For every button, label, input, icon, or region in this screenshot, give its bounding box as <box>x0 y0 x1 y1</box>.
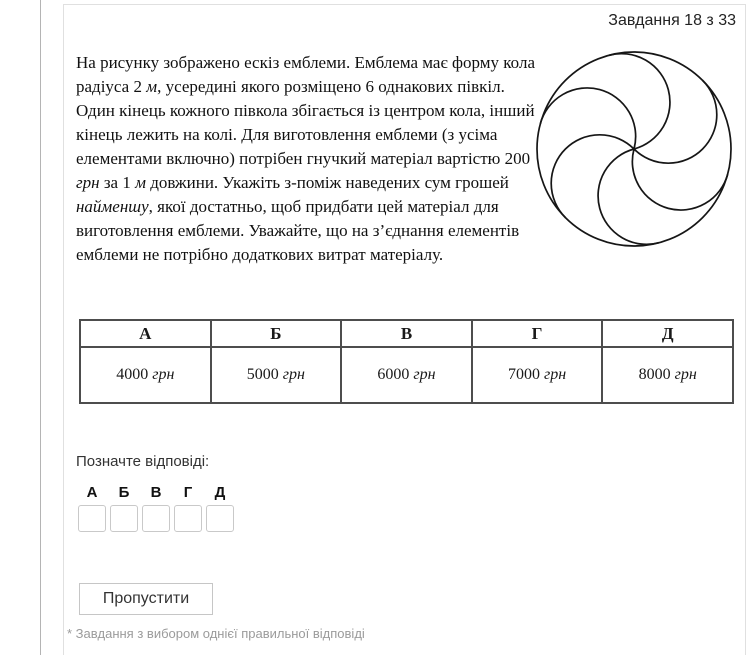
options-value-row <box>80 347 733 403</box>
option-header: В <box>341 320 472 347</box>
question-italic-term: м <box>135 173 146 192</box>
question-text-segment: , усередині якого розміщено 6 однакових півкіл. Один кінець кожного півкола збігається із центром кола, інший кінець лежить на колі. Для виготовлення емблеми (з усіма елементами включно) потрібен гнучкий матеріал вартістю 200 <box>76 77 535 168</box>
question-text-segment: за 1 <box>99 173 136 192</box>
question-italic-term: грн <box>76 173 100 192</box>
option-amount: 6000 <box>377 366 414 383</box>
question-text <box>76 51 538 267</box>
option-unit: грн <box>152 366 175 383</box>
option-value-cell <box>602 347 733 403</box>
option-value-cell <box>211 347 342 403</box>
answer-column <box>174 484 202 532</box>
skip-button[interactable]: Пропустити <box>79 583 213 615</box>
emblem-semicircle <box>598 149 659 244</box>
options-table <box>79 319 734 404</box>
footer-note: * Завдання з вибором однієї правильної відповіді <box>67 626 365 641</box>
emblem-semicircle <box>551 135 634 218</box>
task-card <box>63 4 746 655</box>
options-header-row <box>80 320 733 347</box>
answer-checkbox-5[interactable] <box>206 505 234 532</box>
option-unit: грн <box>413 366 436 383</box>
option-header: Д <box>602 320 733 347</box>
question-italic-term: м <box>146 77 158 96</box>
option-unit: грн <box>282 366 305 383</box>
answer-column <box>206 484 234 532</box>
option-amount: 8000 <box>638 366 675 383</box>
option-value-cell <box>80 347 211 403</box>
option-amount: 7000 <box>507 366 544 383</box>
emblem-semicircle <box>634 80 717 163</box>
left-panel-divider <box>40 0 41 655</box>
option-header: Б <box>211 320 342 347</box>
option-value-cell <box>472 347 603 403</box>
answer-column <box>78 484 106 532</box>
answer-column <box>142 484 170 532</box>
question-text-segment: довжини. Укажіть з-поміж наведених сум грошей <box>145 173 509 192</box>
question-italic-term: найменшу <box>76 197 149 216</box>
option-unit: грн <box>543 366 567 383</box>
answer-column <box>110 484 138 532</box>
answer-checkbox-4[interactable] <box>174 505 202 532</box>
option-amount: 5000 <box>246 366 283 383</box>
answer-prompt: Позначте відповіді: <box>76 453 210 470</box>
answer-checkbox-1[interactable] <box>78 505 106 532</box>
answer-letter-label: В <box>150 484 162 501</box>
answer-checkbox-3[interactable] <box>142 505 170 532</box>
option-value-cell <box>341 347 472 403</box>
answer-grid <box>78 484 234 532</box>
option-unit: грн <box>674 366 697 383</box>
emblem-figure <box>532 47 736 251</box>
question-text-segment: , якої достатньо, щоб придбати цей матеріал для виготовлення емблеми. Уважайте, що на з’єднання елементів емблеми не потрібно додаткових витрат матеріалу. <box>76 197 520 264</box>
question-text-segment: На рисунку зображено ескіз емблеми. Емблема має форму кола радіуса 2 <box>76 53 535 96</box>
answer-checkbox-2[interactable] <box>110 505 138 532</box>
option-header: А <box>80 320 211 347</box>
answer-letter-label: А <box>86 484 98 501</box>
option-header: Г <box>472 320 603 347</box>
task-counter: Завдання 18 з 33 <box>608 12 736 29</box>
option-amount: 4000 <box>116 366 153 383</box>
answer-letter-label: Б <box>118 484 130 501</box>
emblem-semicircle <box>609 54 670 149</box>
answer-letter-label: Д <box>214 484 226 501</box>
answer-letter-label: Г <box>183 484 193 501</box>
